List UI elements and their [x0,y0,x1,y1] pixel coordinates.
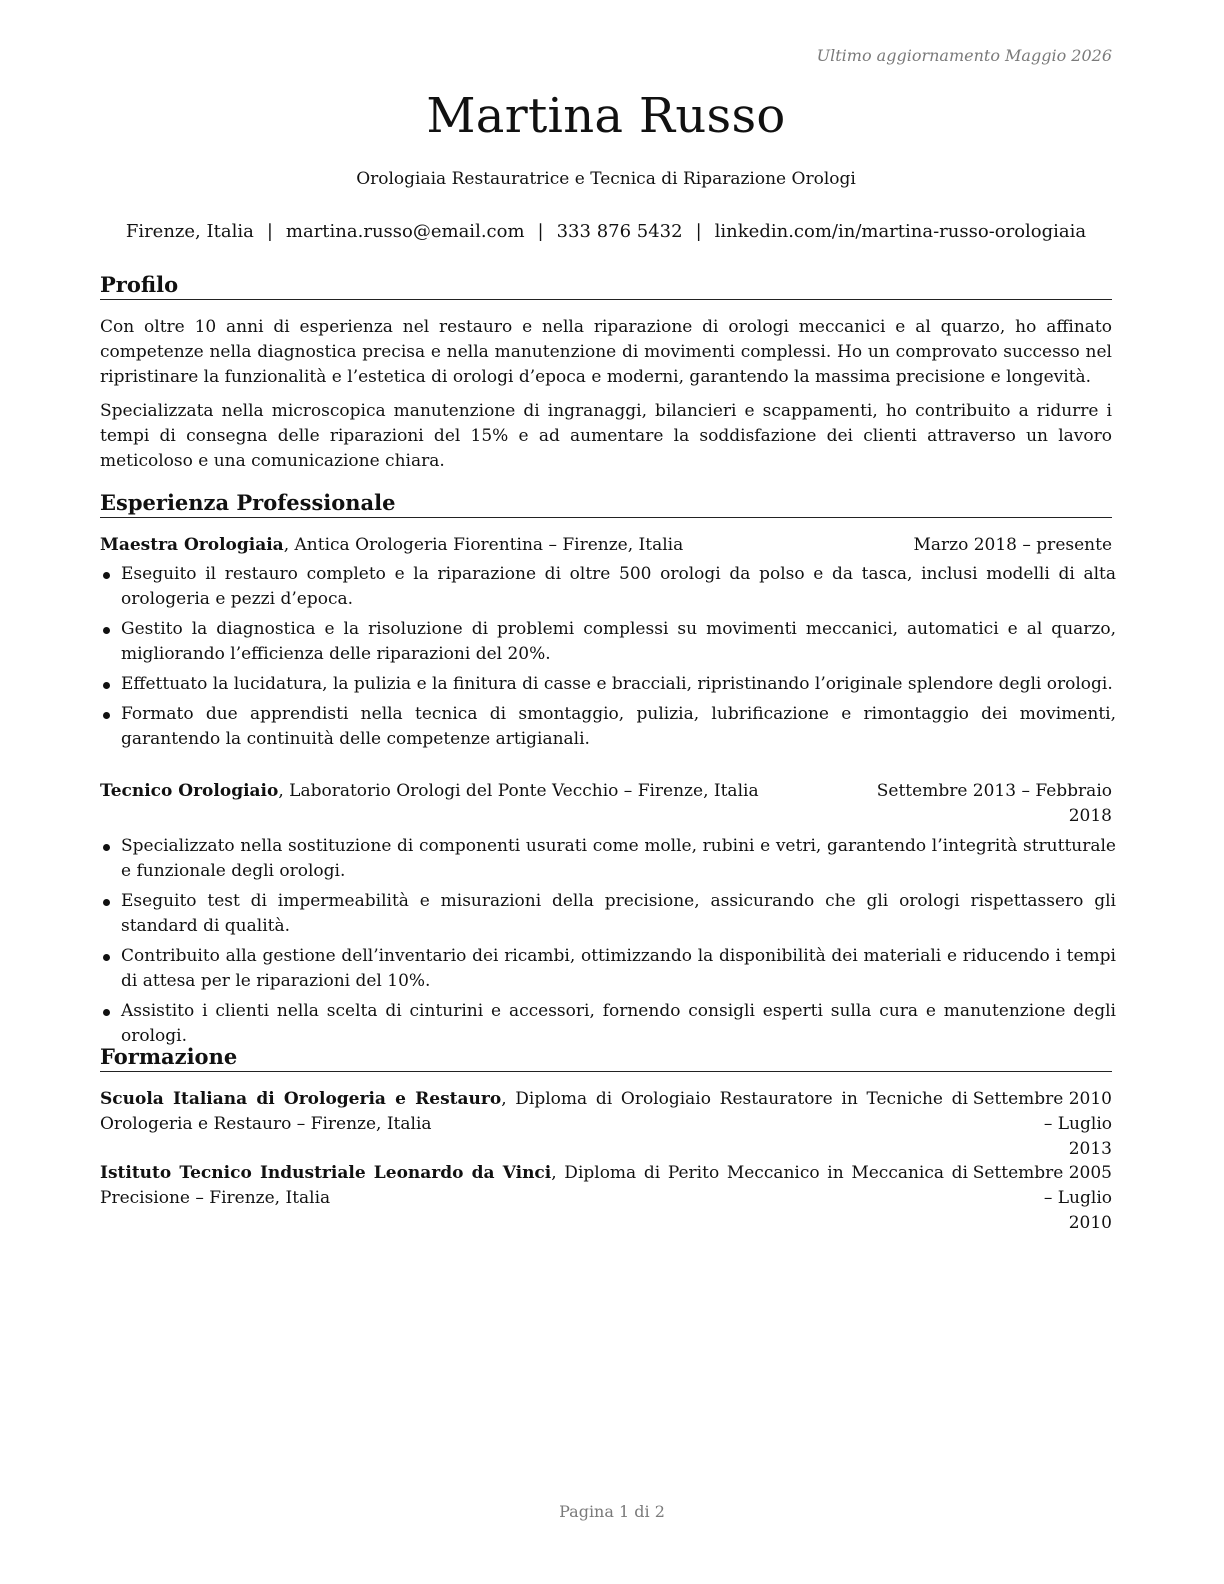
section-title-education: Formazione [100,1043,1112,1072]
section-title-experience: Esperienza Professionale [100,489,1112,518]
job-bullet [100,944,1116,994]
job-bullet [100,999,1116,1049]
last-updated: Ultimo aggiornamento Maggio 2026 [816,46,1112,65]
contact-line [100,219,1112,245]
education-detail: , Diploma di Orologiaio Restauratore in Tecniche di Orologeria e Restauro – Firenze, Italia [100,1089,968,1134]
job-bullet [100,672,1116,697]
education-item [100,1161,1112,1233]
job-header [100,779,1112,826]
job-dates-line: Settembre 2013 – Febbraio [876,781,1112,801]
education-school: Scuola Italiana di Orologeria e Restauro [100,1089,502,1109]
education-school: Istituto Tecnico Industriale Leonardo da Vinci [100,1163,552,1183]
job-role: Tecnico Orologiaio [100,781,279,801]
education-dates [972,1087,1112,1162]
job-dates-line: 2018 [1068,806,1112,826]
job-bullet-list [100,834,1116,1054]
profile-paragraph: Specializzata nella microscopica manutenzione di ingranaggi, bilancieri e scappamenti, ho contribuito a ridurre i tempi di consegna delle riparazioni del 15% e ad aumentare la soddisfazione dei clienti attraverso un lavoro meticoloso e una comunicazione chiara. [100,401,1112,471]
contact-separator: | [266,221,273,242]
bullet-icon [103,844,110,851]
education-dates-line: Settembre 2005 – Luglio [972,1163,1112,1208]
page-number: Pagina 1 di 2 [559,1502,665,1521]
contact-linkedin[interactable]: linkedin.com/in/martina-russo-orologiaia [714,221,1087,242]
job-place: , Antica Orologeria Fiorentina – Firenze, Italia [283,535,684,555]
contact-separator: | [537,221,544,242]
job-bullet [100,702,1116,752]
job-bullet-text: Effettuato la lucidatura, la pulizia e la finitura di casse e bracciali, ripristinando l’originale splendore degli orologi. [121,674,1113,694]
bullet-icon [103,954,110,961]
education-dates-line: 2013 [1068,1139,1112,1159]
education-detail: , Diploma di Perito Meccanico in Meccanica di Precisione – Firenze, Italia [100,1163,968,1208]
bullet-icon [103,682,110,689]
section-title-profile: Profilo [100,271,1112,300]
job-header [100,533,1112,558]
job-role: Maestra Orologiaia [100,535,284,555]
job-bullet-text: Formato due apprendisti nella tecnica di smontaggio, pulizia, lubrificazione e rimontaggio dei movimenti, garantendo la continuità delle competenze artigianali. [121,704,1116,749]
job-bullet [100,562,1116,612]
job-bullet-text: Contribuito alla gestione dell’inventario dei ricambi, ottimizzando la disponibilità dei materiali e riducendo i tempi di attesa per le riparazioni del 10%. [121,946,1116,991]
candidate-tagline: Orologiaia Restauratrice e Tecnica di Riparazione Orologi [356,169,856,189]
job-bullet-text: Gestito la diagnostica e la risoluzione di problemi complessi su movimenti meccanici, automatici e al quarzo, migliorando l’efficienza delle riparazioni del 20%. [121,619,1116,664]
job-bullet-text: Eseguito test di impermeabilità e misurazioni della precisione, assicurando che gli orologi rispettassero gli standard di qualità. [121,891,1116,936]
contact-location: Firenze, Italia [125,221,254,242]
job-bullet-list [100,562,1116,757]
bullet-icon [103,627,110,634]
education-dates-line: 2010 [1068,1213,1112,1233]
contact-email[interactable]: martina.russo@email.com [285,221,525,242]
bullet-icon [103,712,110,719]
job-place: , Laboratorio Orologi del Ponte Vecchio – Firenze, Italia [278,781,759,801]
education-dates-line: Settembre 2010 – Luglio [972,1089,1112,1134]
job-bullet [100,617,1116,667]
education-item [100,1087,1112,1159]
contact-phone: 333 876 5432 [556,221,683,242]
job-bullet [100,889,1116,939]
education-description [100,1087,968,1137]
profile-paragraph: Con oltre 10 anni di esperienza nel restauro e nella riparazione di orologi meccanici e al quarzo, ho affinato competenze nella diagnostica precisa e nella manutenzione di movimenti complessi. Ho un comprovato successo nel ripristinare la funzionalità e l’estetica di orologi d’epoca e moderni, garantendo la massima precisione e longevità. [100,317,1112,387]
job-bullet [100,834,1116,884]
contact-separator: | [695,221,702,242]
bullet-icon [103,572,110,579]
bullet-icon [103,899,110,906]
candidate-name: Martina Russo [426,88,786,144]
job-dates [877,779,1112,829]
education-dates [972,1161,1112,1236]
job-dates: Marzo 2018 – presente [913,535,1112,555]
job-bullet-text: Eseguito il restauro completo e la riparazione di oltre 500 orologi da polso e da tasca, inclusi modelli di alta orologeria e pezzi d’epoca. [121,564,1116,609]
bullet-icon [103,1009,110,1016]
job-bullet-text: Specializzato nella sostituzione di componenti usurati come molle, rubini e vetri, garantendo l’integrità strutturale e funzionale degli orologi. [121,836,1116,881]
job-bullet-text: Assistito i clienti nella scelta di cinturini e accessori, fornendo consigli esperti sulla cura e manutenzione degli orologi. [121,1001,1116,1046]
education-description [100,1161,968,1211]
